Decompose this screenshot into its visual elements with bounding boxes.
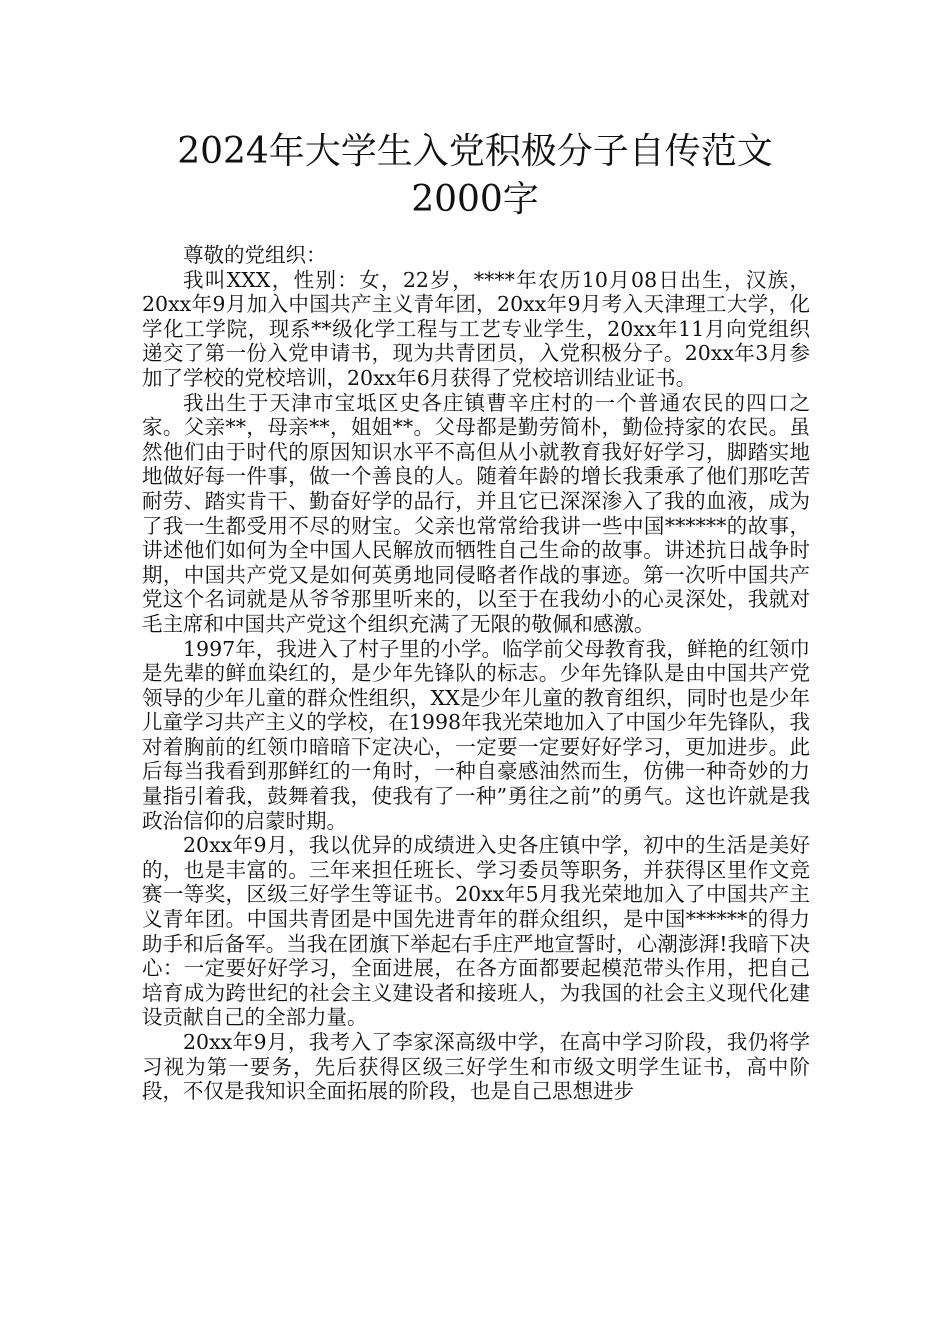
paragraph-4: 20xx年9月，我以优异的成绩进入史各庄镇中学，初中的生活是美好的，也是丰富的。三年来担任班长、学习委员等职务，并获得区里作文竞赛一等奖，区级三好学生等证书。20xx年5月我光荣地加入了中国共产主义青年团。中国共青团是中国先进青年的群众组织，是中国******的得力助手和后备军。当我在团旗下举起右手庄严地宣誓时，心潮澎湃!我暗下决心：一定要好好学习，全面进展，在各方面都要起模范带头作用，把自己培育成为跨世纪的社会主义建设者和接班人，为我国的社会主义现代化建设贡献自己的全部力量。 <box>142 833 810 1030</box>
document-body <box>142 243 810 1104</box>
paragraph-2: 我出生于天津市宝坻区史各庄镇曹辛庄村的一个普通农民的四口之家。父亲**，母亲**，姐姐**。父母都是勤劳简朴，勤俭持家的农民。虽然他们由于时代的原因知识水平不高但从小就教育我好好学习，脚踏实地地做好每一件事，做一个善良的人。随着年龄的增长我秉承了他们那吃苦耐劳、踏实肯干、勤奋好学的品行，并且它已深深渗入了我的血液，成为了我一生都受用不尽的财宝。父亲也常常给我讲一些中国******的故事，讲述他们如何为全中国人民解放而牺牲自己生命的故事。讲述抗日战争时期，中国共产党又是如何英勇地同侵略者作战的事迹。第一次听中国共产党这个名词就是从爷爷那里听来的，以至于在我幼小的心灵深处，我就对毛主席和中国共产党这个组织充满了无限的敬佩和感激。 <box>142 390 810 636</box>
salutation: 尊敬的党组织： <box>183 243 327 267</box>
paragraph-3: 1997年，我进入了村子里的小学。临学前父母教育我，鲜艳的红领巾是先辈的鲜血染红的，是少年先锋队的标志。少年先锋队是由中国共产党领导的少年儿童的群众性组织，XX是少年儿童的教育组织，同时也是少年儿童学习共产主义的学校，在1998年我光荣地加入了中国少年先锋队，我对着胸前的红领巾暗暗下定决心，一定要一定要好好学习，更加进步。此后每当我看到那鲜红的一角时，一种自豪感油然而生，仿佛一种奇妙的力量指引着我，鼓舞着我，使我有了一种”勇往之前”的勇气。这也许就是我政治信仰的启蒙时期。 <box>142 636 810 833</box>
paragraph-1: 我叫XXX，性别：女，22岁，****年农历10月08日出生，汉族，20xx年9月加入中国共产主义青年团，20xx年9月考入天津理工大学，化学化工学院，现系**级化学工程与工艺专业学生，20xx年11月向党组织递交了第一份入党申请书，现为共青团员，入党积极分子。20xx年3月参加了学校的党校培训，20xx年6月获得了党校培训结业证书。 <box>142 267 810 390</box>
document-title: 2024年大学生入党积极分子自传范文2000字 <box>177 131 773 220</box>
paragraph-5: 20xx年9月，我考入了李家深高级中学，在高中学习阶段，我仍将学习视为第一要务，先后获得区级三好学生和市级文明学生证书，高中阶段，不仅是我知识全面拓展的阶段，也是自己思想进步 <box>142 1030 810 1104</box>
